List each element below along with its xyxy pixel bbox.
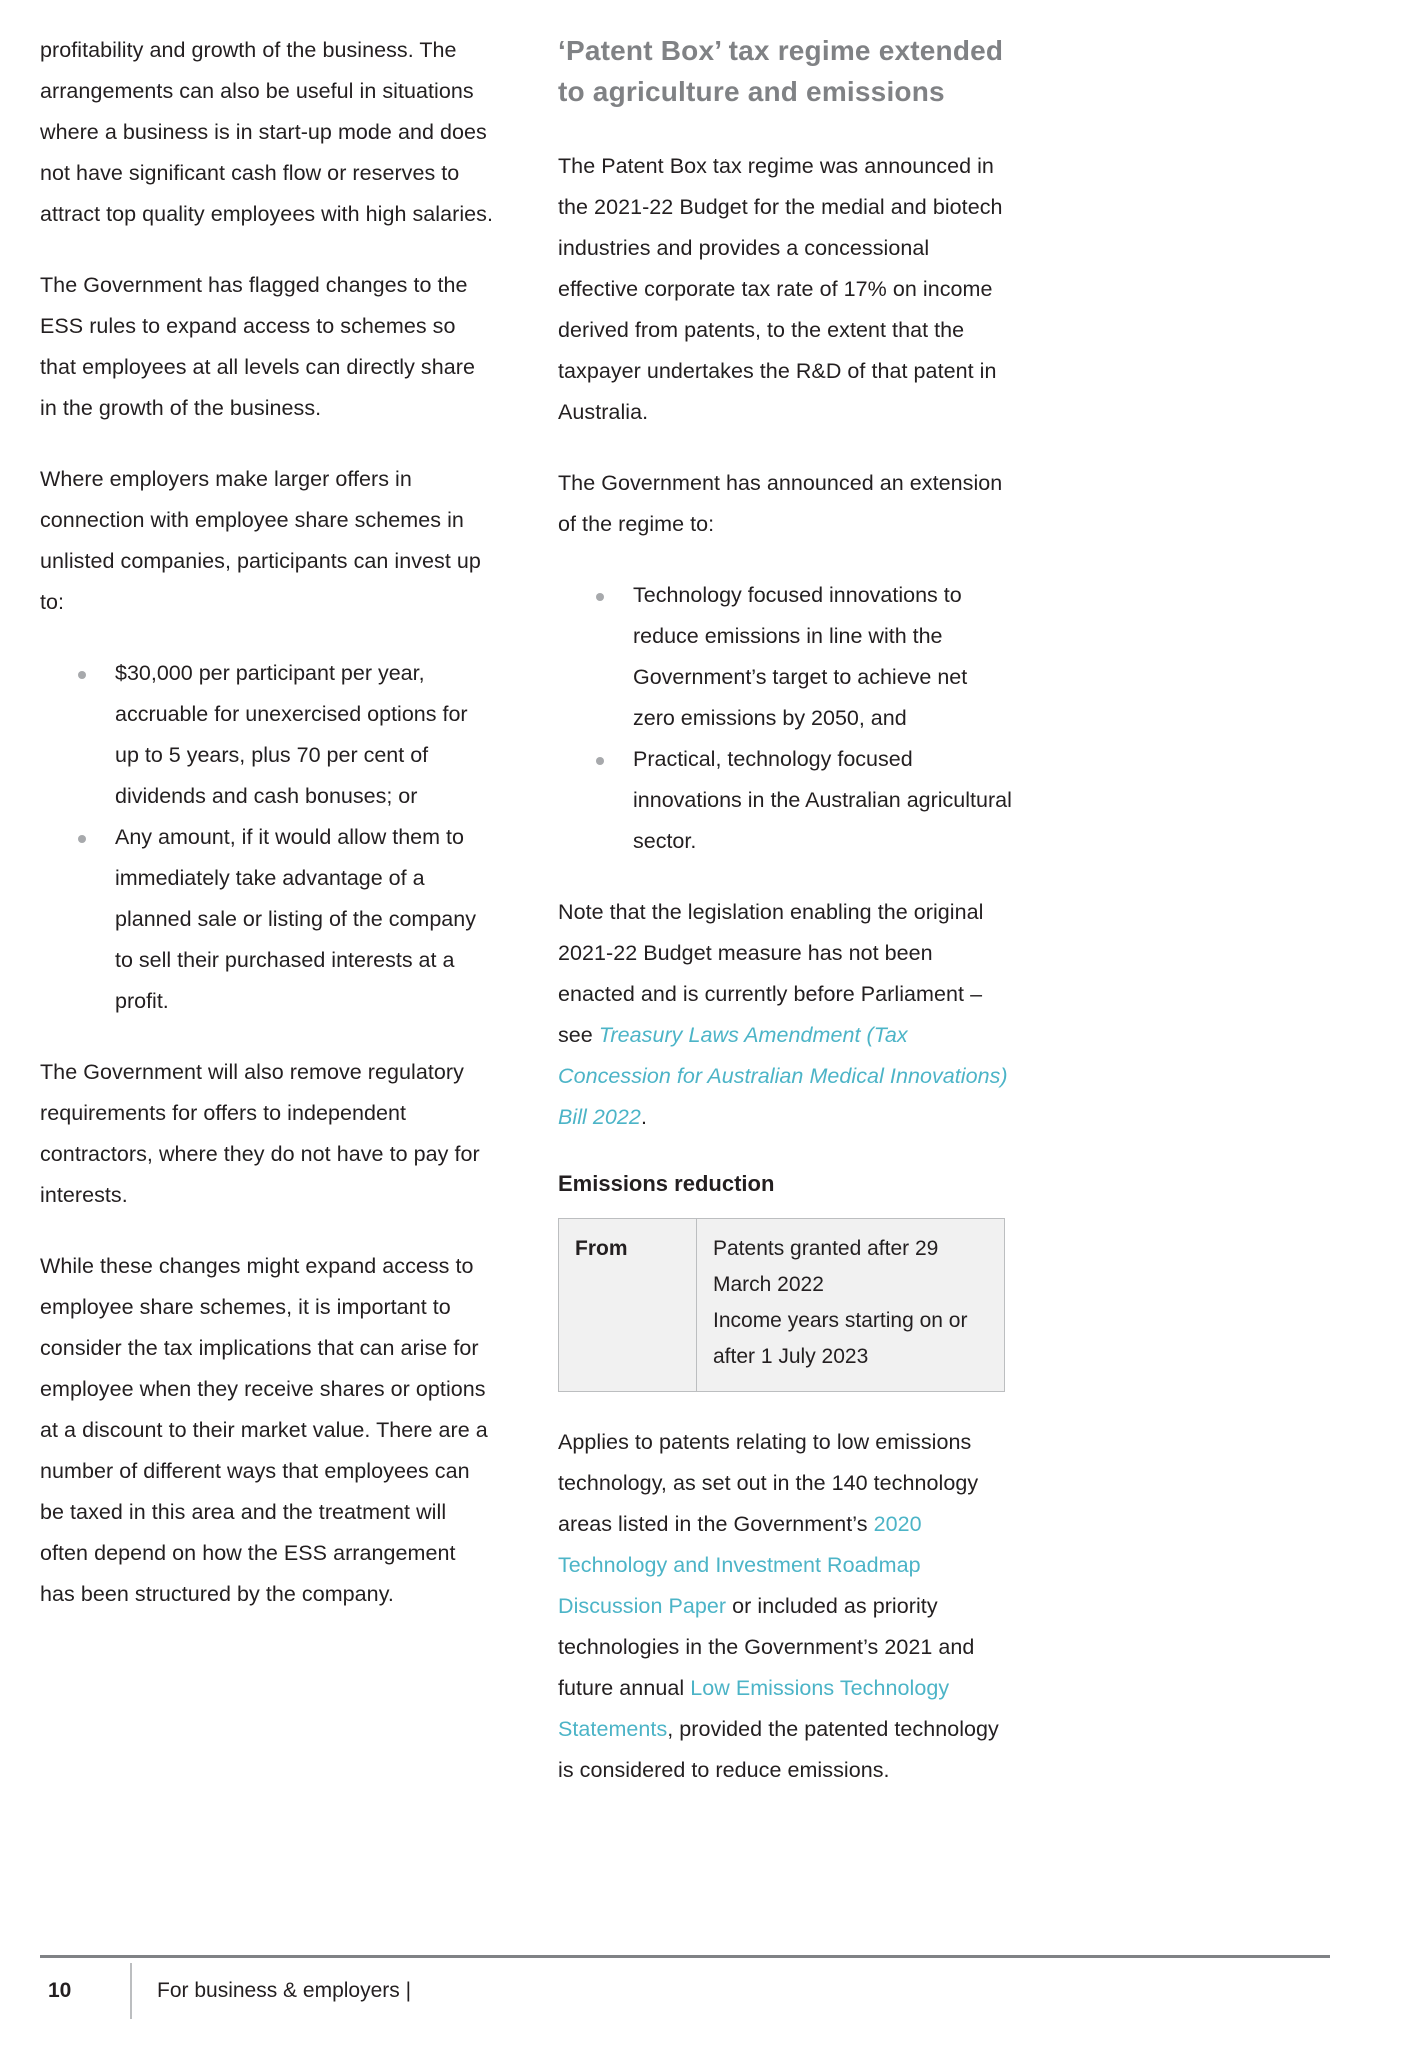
link-low-emissions-technology-statements[interactable]: Low Emissions Technology Statements — [558, 1676, 950, 1741]
paragraph-legislation-note — [558, 892, 1013, 1138]
table-cell-label: From — [559, 1219, 697, 1392]
paragraph-remove-regulatory: The Government will also remove regulatory requirements for offers to independent contractors, where they do not have to pay for interests. — [40, 1060, 480, 1207]
table-value-line-1: Patents granted after 29 March 2022 — [713, 1237, 939, 1296]
left-column — [40, 30, 495, 1615]
paragraph-profitability: profitability and growth of the business. The arrangements can also be useful in situations where a business is in start-up mode and does not have significant cash flow or reserves to attract top quality employees with high salaries. — [40, 38, 493, 226]
right-bullet-list — [558, 575, 1013, 862]
paragraph-extension-intro: The Government has announced an extension of the regime to: — [558, 471, 1003, 536]
emissions-reduction-table — [558, 1218, 1005, 1392]
left-bullet-list — [40, 653, 495, 1022]
applies-text-part-1: Applies to patents relating to low emissions technology, as set out in the 140 technology areas listed in the Government’s — [558, 1430, 979, 1536]
bullet-text: Any amount, if it would allow them to immediately take advantage of a planned sale or listing of the company to sell their purchased interests at a profit. — [115, 825, 476, 1013]
paragraph-patent-box-intro: The Patent Box tax regime was announced in the 2021-22 Budget for the medial and biotech industries and provides a concessional effective corporate tax rate of 17% on income derived from patents, to the extent that the taxpayer undertakes the R&D of that patent in Australia. — [558, 154, 1003, 424]
note-text-before-link: Note that the legislation enabling the original 2021-22 Budget measure has not been enacted and is currently before Parliament – see — [558, 900, 984, 1047]
list-item — [40, 653, 495, 817]
table-row — [559, 1219, 1005, 1392]
page-title: ‘Patent Box’ tax regime extended to agriculture and emissions — [558, 35, 1004, 107]
paragraph-applies-to-patents — [558, 1422, 1013, 1791]
footer-page-number: 10 — [48, 1979, 72, 2002]
page-footer — [40, 1955, 1330, 2020]
bullet-text: Technology focused innovations to reduce emissions in line with the Government’s target to achieve net zero emissions by 2050, and — [633, 583, 968, 730]
table-cell-value — [697, 1219, 1005, 1392]
paragraph-government-ess-rules: The Government has flagged changes to the ESS rules to expand access to schemes so that employees at all levels can directly share in the growth of the business. — [40, 273, 475, 420]
link-treasury-laws-amendment-bill[interactable]: Treasury Laws Amendment (Tax Concession for Australian Medical Innovations) Bill 2022 — [558, 1023, 1008, 1129]
applies-text-part-3: , provided the patented technology is considered to reduce emissions. — [558, 1717, 999, 1782]
subheading-emissions-reduction: Emissions reduction — [558, 1171, 775, 1196]
paragraph-tax-implications: While these changes might expand access to employee share schemes, it is important to consider the tax implications that can arise for employee when they receive shares or options at a discount to their market value. There are a number of different ways that employees can be taxed in this area and the treatment will often depend on how the ESS arrangement has been structured by the company. — [40, 1254, 488, 1606]
note-text-after-link: . — [640, 1105, 647, 1129]
list-item — [558, 575, 1013, 739]
table-value-line-2: Income years starting on or after 1 July 2023 — [713, 1309, 968, 1368]
bullet-text: Practical, technology focused innovations in the Australian agricultural sector. — [633, 747, 1012, 853]
paragraph-larger-offers: Where employers make larger offers in connection with employee share schemes in unlisted companies, participants can invest up to: — [40, 467, 481, 614]
right-column — [558, 30, 1013, 1821]
list-item — [40, 817, 495, 1022]
bullet-text: $30,000 per participant per year, accruable for unexercised options for up to 5 years, plus 70 per cent of dividends and cash bonuses; or — [115, 661, 468, 808]
list-item — [558, 739, 1013, 862]
footer-label: For business & employers | — [157, 1979, 412, 2002]
applies-text-part-2: or included as priority technologies in the Government’s 2021 and future annual — [558, 1594, 975, 1700]
link-technology-investment-roadmap[interactable]: 2020 Technology and Investment Roadmap Discussion Paper — [558, 1512, 922, 1618]
